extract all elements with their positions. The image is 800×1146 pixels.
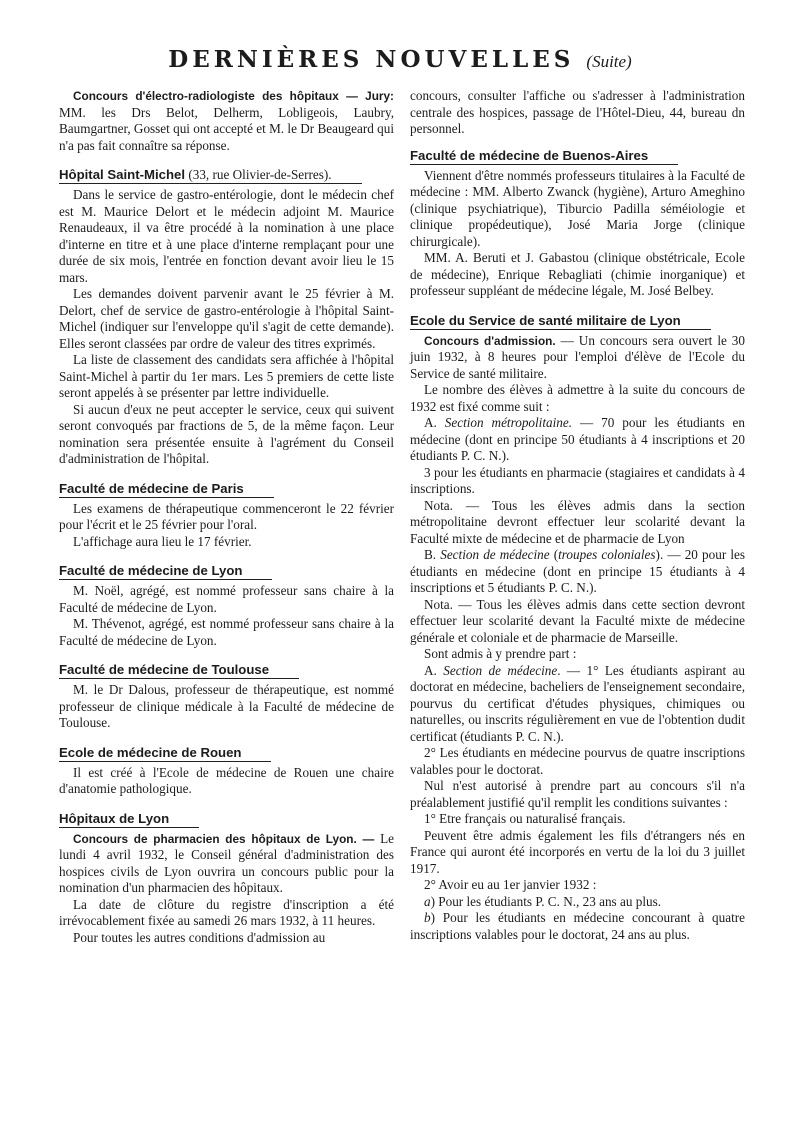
italic-text: Section métropolitaine.	[444, 415, 573, 430]
paragraph	[410, 910, 745, 943]
paragraph	[410, 333, 745, 383]
paragraph	[410, 415, 745, 465]
paragraph: MM. A. Beruti et J. Gabastou (clinique obstétricale, Ecole de médecine), Enrique Rebagliati (chimie inorganique) et professeur suppléant de médecine légale, M. José Belbey.	[410, 250, 745, 298]
paragraph-text: Le lundi 4 avril 1932, le Conseil général d'administration des hospices civils de Lyon ouvrira un concours public pour la nomination d'un pharmacien des hôpitaux.	[59, 830, 395, 895]
paragraph: 3 pour les étudiants en pharmacie (stagiaires et candidats à 4 inscriptions.	[410, 464, 745, 496]
paragraph	[410, 663, 745, 746]
paragraph: Nul n'est autorisé à prendre part au concours s'il n'a préalablement justifié qu'il remplit les conditions suivantes :	[410, 778, 745, 810]
paragraph: Les demandes doivent parvenir avant le 25 février à M. Delort, chef de service de gastro-entérologie à l'hôpital Saint-Michel (indiquer sur l'enveloppe qu'il s'agit de cette demande). Elles seront classées par ordre de valeur des titres exprimés.	[59, 286, 394, 351]
italic-text: Section de médecine	[443, 662, 558, 678]
section-title-hopital-saint-michel	[59, 167, 362, 184]
paragraph: M. Thévenot, agrégé, est nommé professeur sans chaire à la Faculté de médecine de Lyon.	[59, 616, 394, 648]
page-title: DERNIÈRES NOUVELLES	[168, 46, 575, 73]
section-title-text: Hôpital Saint-Michel	[59, 167, 186, 182]
paragraph-text: ). — 20 pour les étudiants en médecine (dont en principe 15 étudiants à 4 inscriptions et 5 étudiants P. C. N.).	[410, 547, 745, 595]
paragraph: 1° Etre français ou naturalisé français.	[424, 811, 626, 826]
paragraph: M. le Dr Dalous, professeur de thérapeutique, est nommé professeur de clinique médicale à la Faculté de médecine de Toulouse.	[59, 682, 394, 730]
item-label: a	[424, 893, 431, 909]
paragraph: Le nombre des élèves à admettre à la suite du concours de 1932 est fixé comme suit :	[410, 382, 745, 414]
paragraph-text: — 70 pour les étudiants en médecine (dont en principe 50 étudiants à 4 inscriptions et 20 étudiants P. C. N.).	[410, 415, 745, 463]
page-header	[0, 46, 800, 73]
paragraph-text: — Un concours sera ouvert le 30 juin 1932, à 8 heures pour l'emploi d'élève de l'Ecole du Service de santé militaire.	[410, 332, 745, 381]
italic-text: Section de médecine	[440, 547, 550, 562]
paragraph-text: . — 1° Les étudiants aspirant au doctorat en médecine, bacheliers de l'enseignement secondaire, pourvus du certificat d'études physiques, chimiques ou naturelles, ou inscrits régulièrement en vue de l'obtention dudit certificat (étudiants P. C. N.).	[410, 662, 745, 744]
paragraph: Pour toutes les autres conditions d'admission au	[73, 929, 326, 945]
left-column	[59, 88, 394, 946]
paragraph	[59, 831, 394, 897]
paragraph: La date de clôture du registre d'inscription a été irrévocablement fixée au samedi 26 mars 1932, à 11 heures.	[59, 896, 394, 928]
item-label: B.	[424, 547, 441, 562]
paragraph: Sont admis à y prendre part :	[424, 646, 577, 661]
paragraph: Nota. — Tous les élèves admis dans la section métropolitaine devront effectuer leur scolarité devant la Faculté mixte de médecine et de pharmacie de Lyon	[410, 497, 745, 546]
paragraph: Nota. — Tous les élèves admis dans cette section devront effectuer leur scolarité devant la Faculté mixte de médecine générale et coloniale et de pharmacie de Marseille.	[410, 596, 745, 645]
section-title-address: (33, rue Olivier-de-Serres).	[185, 167, 332, 182]
paragraph	[410, 547, 745, 597]
runin-heading: Concours de pharmacien des hôpitaux de Lyon. —	[73, 831, 375, 846]
item-label: A.	[424, 415, 445, 430]
paragraph: 2° Les étudiants en médecine pourvus de quatre inscriptions valables pour le doctorat.	[410, 745, 745, 777]
italic-text: troupes coloniales	[558, 547, 656, 562]
section-title-ecole-rouen: Ecole de médecine de Rouen	[59, 745, 271, 762]
paragraph: Il est créé à l'Ecole de médecine de Rouen une chaire d'anatomie pathologique.	[59, 764, 394, 796]
section-title-faculte-toulouse: Faculté de médecine de Toulouse	[59, 662, 299, 679]
paragraph: M. Noël, agrégé, est nommé professeur sans chaire à la Faculté de médecine de Lyon.	[59, 583, 394, 615]
paragraph: L'affichage aura lieu le 17 février.	[73, 533, 252, 549]
item-label: A.	[424, 662, 444, 678]
paragraph: Peuvent être admis également les fils d'étrangers nés en France qui auront été incorporés en vertu de la loi du 3 juillet 1917.	[410, 827, 745, 876]
paragraph: concours, consulter l'affiche ou s'adresser à l'administration centrale des hospices, passage de l'Hôtel-Dieu, 44, bureau dn personnel.	[410, 88, 745, 136]
section-title-service-sante-militaire: Ecole du Service de santé militaire de Lyon	[410, 313, 711, 330]
paragraph: Les examens de thérapeutique commenceront le 22 février pour l'écrit et le 25 février pour l'oral.	[59, 500, 394, 532]
paragraph-text: ) Pour les étudiants en médecine concourant à quatre inscriptions valables pour le doctorat, 24 ans au plus.	[410, 910, 745, 942]
runin-heading: Concours d'électro-radiologiste des hôpitaux — Jury:	[73, 89, 394, 103]
paragraph-text: MM. les Drs Belot, Delherm, Lobligeois, Laubry, Baumgartner, Gosset qui ont accepté et M. le Dr Beaugeard qui n'a pas fait connaître sa réponse.	[59, 104, 394, 153]
paragraph	[410, 894, 745, 911]
item-label: b	[424, 910, 431, 925]
section-title-faculte-paris: Faculté de médecine de Paris	[59, 481, 274, 498]
paragraph	[59, 88, 394, 154]
runin-heading: Concours d'admission.	[424, 333, 556, 348]
paragraph: Viennent d'être nommés professeurs titulaires à la Faculté de médecine : MM. Alberto Zwanck (hygiène), Arturo Ameghino (clinique psychiatrique), Tiburcio Padilla séméiologie et clinique propédeutique), José Maria Jorge (clinique chirurgicale).	[410, 167, 745, 249]
page-title-suite: (Suite)	[586, 52, 632, 71]
section-title-hopitaux-lyon: Hôpitaux de Lyon	[59, 811, 199, 828]
section-title-faculte-buenos-aires: Faculté de médecine de Buenos-Aires	[410, 148, 678, 165]
paragraph: Si aucun d'eux ne peut accepter le service, ceux qui suivent seront convoqués par fractions de 5, de la même façon. Leur nomination sera présentée ensuite à l'agrément du Conseil d'administration de l'hôpital.	[59, 401, 394, 466]
paragraph-text: (	[549, 547, 559, 562]
paragraph: Dans le service de gastro-entérologie, dont le médecin chef est M. Maurice Delort et le médecin adjoint M. Maurice Renaudeaux, il va être procédé à la nomination à une place d'interne en titre et à une place d'interne remplaçant pour une durée de six mois, l'entrée en fonction devant avoir lieu le 15 mars.	[59, 187, 394, 285]
section-title-faculte-lyon: Faculté de médecine de Lyon	[59, 563, 272, 580]
paragraph-text: ) Pour les étudiants P. C. N., 23 ans au plus.	[430, 893, 662, 909]
paragraph: 2° Avoir eu au 1er janvier 1932 :	[424, 877, 597, 892]
right-column	[410, 88, 745, 943]
paragraph: La liste de classement des candidats sera affichée à l'hôpital Saint-Michel à partir du 1er mars. Les 5 premiers de cette liste seront appelés à se présenter par lettre individuelle.	[59, 352, 394, 400]
